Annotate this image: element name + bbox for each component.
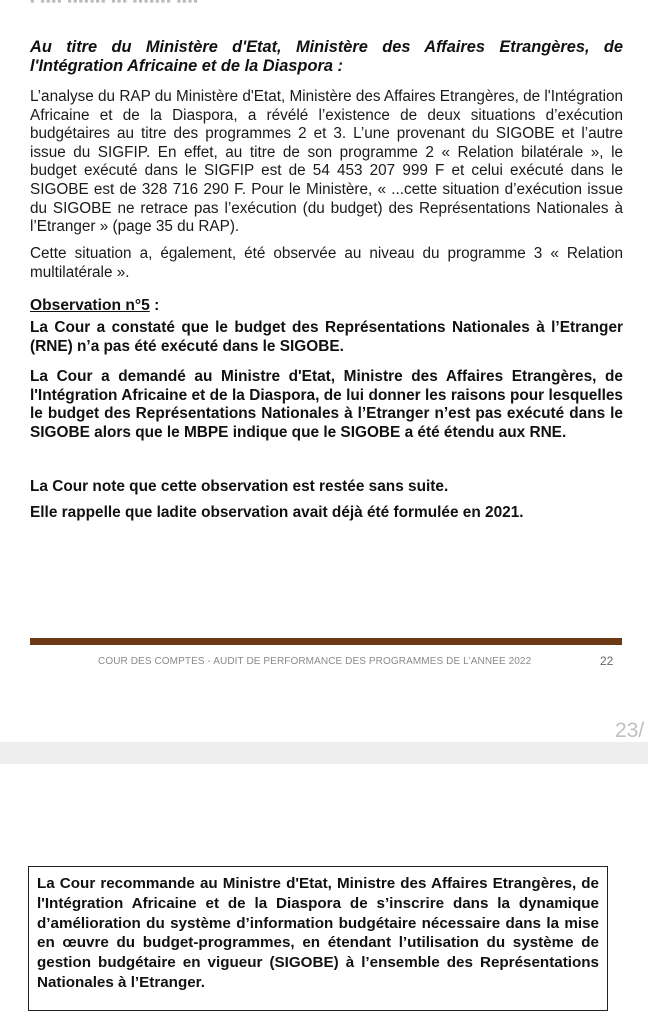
footer-divider [30,638,622,645]
page-separator [0,742,648,764]
observation-finding: La Cour a constaté que le budget des Représentations Nationales à l’Etranger (RNE) n’a pas été exécuté dans le SIGOBE. [30,319,623,355]
page-number: 22 [600,654,614,668]
observation-colon: : [149,297,160,314]
programme3-paragraph: Cette situation a, également, été observée au niveau du programme 3 « Relation multilatérale ». [30,245,623,281]
recommendation-text: La Cour recommande au Ministre d'Etat, Ministre des Affaires Etrangères, de l'Intégration Africaine et de la Diaspora de s’inscrire dans la dynamique d’amélioration du système d’information budgétaire nécessaire dans la mise en œuvre du budget-programmes, en étendant l’utilisation du système de gestion budgétaire en vigueur (SIGOBE) à l’ensemble des Représentations Nationales à l’Etranger. [37,875,599,991]
document-page-23 [0,764,648,1023]
observation-title [30,297,159,315]
observation-label: Observation n°5 [30,297,150,314]
next-page-indicator: 23/ [615,719,645,742]
observation-reminder: Elle rappelle que ladite observation avait déjà été formulée en 2021. [30,504,524,521]
analysis-paragraph: L’analyse du RAP du Ministère d'Etat, Ministère des Affaires Etrangères, de l'Intégration Africaine et de la Diaspora, a révélé l’existence de deux situations d’exécution budgétaires au titre des programmes 2 et 3. L’une provenant du SIGOBE et l’autre issue du SIGFIP. En effet, au titre de son programme 2 « Relation bilatérale », le budget exécuté dans le SIGFIP est de 54 453 207 999 F et celui exécuté dans le SIGOBE est de 328 716 290 F. Pour le Ministère, « ...cette situation d’exécution issue du SIGOBE ne retrace pas l’exécution (du budget) des Représentations Nationales à l’Etranger » (page 35 du RAP). [30,88,623,236]
observation-no-response: La Cour note que cette observation est restée sans suite. [30,478,449,495]
footer-caption: COUR DES COMPTES - AUDIT DE PERFORMANCE DES PROGRAMMES DE L'ANNEE 2022 [98,656,532,667]
recommendation-box [28,866,608,1011]
cropped-previous-line [30,0,430,5]
observation-request: La Cour a demandé au Ministre d'Etat, Ministre des Affaires Etrangères, de l'Intégration Africaine et de la Diaspora, de lui donner les raisons pour lesquelles le budget des Représentations Nationales à l’Etranger n’est pas exécuté dans le SIGOBE alors que le MBPE indique que le SIGOBE a été étendu aux RNE. [30,368,623,441]
section-heading: Au titre du Ministère d'Etat, Ministère des Affaires Etrangères, de l'Intégration Africaine et de la Diaspora : [30,38,623,75]
